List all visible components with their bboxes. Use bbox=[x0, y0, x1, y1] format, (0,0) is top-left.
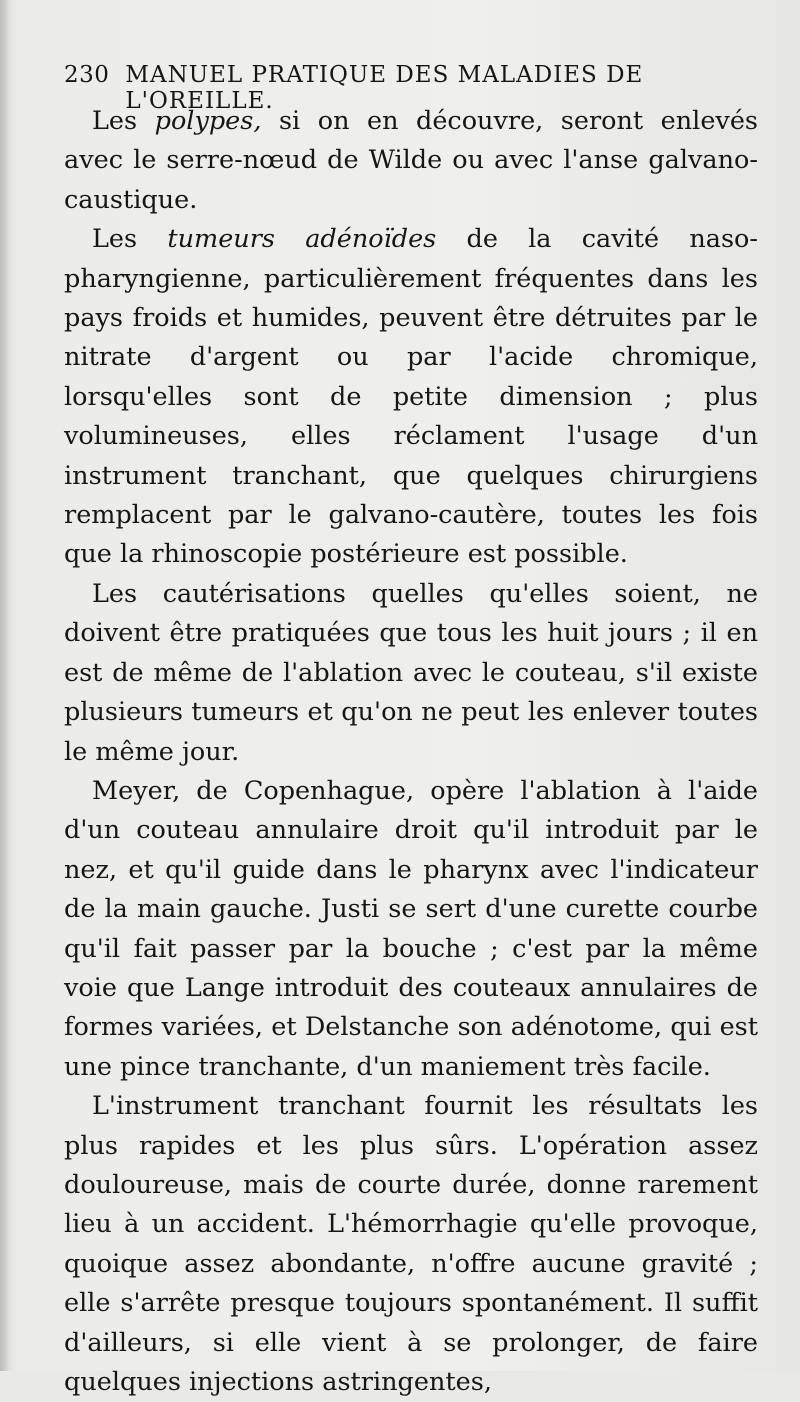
paragraph-lead: Les bbox=[92, 106, 155, 136]
paragraph-tumeurs-adenoides bbox=[64, 220, 758, 575]
paragraph-emphasis: polypes, bbox=[154, 106, 262, 136]
paragraph-polypes bbox=[64, 102, 758, 220]
page-edge-shadow bbox=[0, 0, 10, 1371]
body-text bbox=[64, 102, 758, 1402]
running-head bbox=[64, 62, 758, 114]
running-title: MANUEL PRATIQUE DES MALADIES DE L'OREILLE. bbox=[125, 62, 644, 114]
paragraph-cauterisations: Les cautérisations quelles qu'elles soient, ne doivent être pratiquées que tous les huit jours ; il en est de même de l'ablation avec le couteau, s'il existe plusieurs tumeurs et qu'on ne peut les enlever toutes le même jour. bbox=[64, 578, 758, 767]
paragraph-emphasis: tumeurs adénoïdes bbox=[167, 224, 437, 255]
paragraph-rest: de la cavité naso-pharyngienne, particulièrement fréquentes dans les pays froids et humides, peuvent être détruites par le nitrate d'argent ou par l'acide chromique, lorsqu'elles sont de petite dimension ; plus volumineuses, elles réclament l'usage d'un instrument tranchant, que quelques chirurgiens remplacent par le galvano-cautère, toutes les fois que la rhinoscopie postérieure est possible. bbox=[64, 224, 759, 570]
paragraph-rest: si on en découvre, seront enlevés avec le serre-nœud de Wilde ou avec l'anse galvano-caustique. bbox=[64, 106, 759, 215]
paragraph-lead: Les bbox=[92, 224, 168, 255]
paragraph-instrument-tranchant: L'instrument tranchant fournit les résultats les plus rapides et les plus sûrs. L'opération assez douloureuse, mais de courte durée, donne rarement lieu à un accident. L'hémorrhagie qu'elle provoque, quoique assez abondante, n'offre aucune gravité ; elle s'arrête presque toujours spontanément. Il suffit d'ailleurs, si elle vient à se prolonger, de faire quelques injections astringentes, bbox=[64, 1091, 758, 1397]
page-number: 230 bbox=[64, 62, 110, 88]
paragraph-meyer: Meyer, de Copenhague, opère l'ablation à l'aide d'un couteau annulaire droit qu'il introduit par le nez, et qu'il guide dans le pharynx avec l'indicateur de la main gauche. Justi se sert d'une curette courbe qu'il fait passer par la bouche ; c'est par la même voie que Lange introduit des couteaux annulaires de formes variées, et Delstanche son adénotome, qui est une pince tranchante, d'un maniement très facile. bbox=[64, 775, 758, 1082]
